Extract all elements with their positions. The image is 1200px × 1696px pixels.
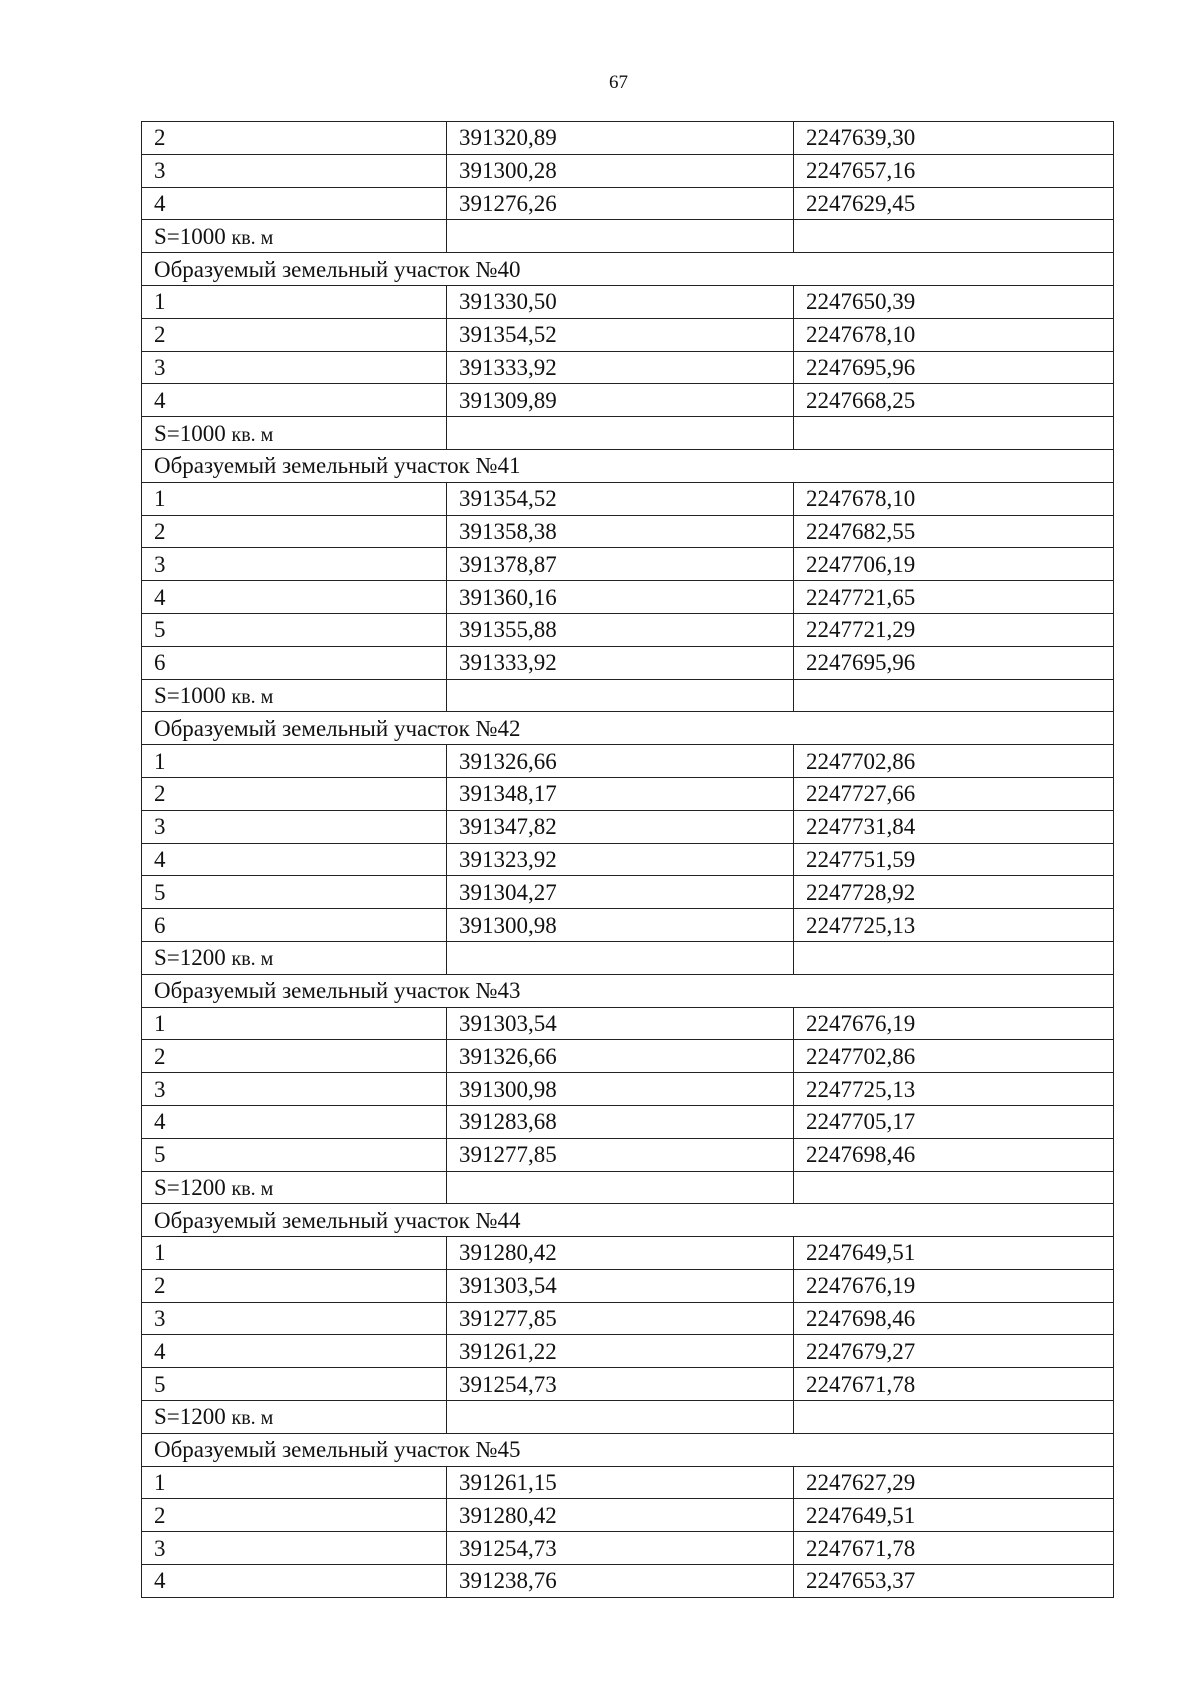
x-coordinate-cell: 391323,92 [447,843,794,876]
area-row [142,1171,1114,1204]
x-coordinate-cell: 391300,98 [447,1073,794,1106]
y-coordinate-cell: 2247705,17 [794,1105,1114,1138]
x-coordinate-cell: 391348,17 [447,777,794,810]
y-coordinate-cell: 2247728,92 [794,876,1114,909]
table-row [142,285,1114,318]
x-coordinate-cell: 391254,73 [447,1368,794,1401]
area-value: S=1200 [154,1174,226,1200]
point-number-cell: 5 [142,1368,447,1401]
y-coordinate-cell: 2247725,13 [794,909,1114,942]
area-cell [142,1401,447,1434]
area-unit: кв. м [231,226,274,249]
y-coordinate-cell: 2247698,46 [794,1138,1114,1171]
table-row [142,777,1114,810]
y-coordinate-cell: 2247695,96 [794,646,1114,679]
point-number-cell: 4 [142,384,447,417]
area-value: S=1200 [154,945,226,971]
x-coordinate-cell: 391261,22 [447,1335,794,1368]
empty-cell [794,679,1114,712]
table-row [142,1466,1114,1499]
x-coordinate-cell: 391354,52 [447,318,794,351]
y-coordinate-cell: 2247668,25 [794,384,1114,417]
table-row [142,843,1114,876]
parcel-title: Образуемый земельный участок №44 [142,1204,1114,1237]
point-number-cell: 2 [142,318,447,351]
point-number-cell: 6 [142,909,447,942]
area-unit: кв. м [231,685,274,708]
y-coordinate-cell: 2247653,37 [794,1565,1114,1598]
y-coordinate-cell: 2247702,86 [794,745,1114,778]
point-number-cell: 4 [142,1335,447,1368]
x-coordinate-cell: 391354,52 [447,482,794,515]
table-row [142,1368,1114,1401]
area-row [142,417,1114,450]
table-row [142,351,1114,384]
table-row [142,1073,1114,1106]
parcel-header-row [142,974,1114,1007]
empty-cell [794,1171,1114,1204]
empty-cell [447,417,794,450]
y-coordinate-cell: 2247721,29 [794,613,1114,646]
table-row [142,318,1114,351]
table-row [142,1302,1114,1335]
point-number-cell: 1 [142,1007,447,1040]
x-coordinate-cell: 391280,42 [447,1237,794,1270]
point-number-cell: 3 [142,810,447,843]
point-number-cell: 3 [142,154,447,187]
parcel-header-row [142,1204,1114,1237]
y-coordinate-cell: 2247721,65 [794,581,1114,614]
table-row [142,1138,1114,1171]
point-number-cell: 5 [142,613,447,646]
y-coordinate-cell: 2247627,29 [794,1466,1114,1499]
y-coordinate-cell: 2247678,10 [794,318,1114,351]
empty-cell [794,1401,1114,1434]
empty-cell [447,220,794,253]
area-cell [142,1171,447,1204]
point-number-cell: 5 [142,1138,447,1171]
point-number-cell: 2 [142,1040,447,1073]
area-row [142,220,1114,253]
point-number-cell: 4 [142,187,447,220]
point-number-cell: 2 [142,1499,447,1532]
x-coordinate-cell: 391303,54 [447,1007,794,1040]
x-coordinate-cell: 391378,87 [447,548,794,581]
y-coordinate-cell: 2247727,66 [794,777,1114,810]
y-coordinate-cell: 2247671,78 [794,1368,1114,1401]
point-number-cell: 3 [142,548,447,581]
point-number-cell: 2 [142,777,447,810]
x-coordinate-cell: 391347,82 [447,810,794,843]
x-coordinate-cell: 391320,89 [447,122,794,155]
table-row [142,1237,1114,1270]
table-row [142,1335,1114,1368]
x-coordinate-cell: 391309,89 [447,384,794,417]
point-number-cell: 5 [142,876,447,909]
table-row [142,1269,1114,1302]
empty-cell [447,1171,794,1204]
x-coordinate-cell: 391283,68 [447,1105,794,1138]
table-row [142,1040,1114,1073]
y-coordinate-cell: 2247751,59 [794,843,1114,876]
coordinates-table-body [142,122,1114,1598]
y-coordinate-cell: 2247649,51 [794,1237,1114,1270]
page-number: 67 [609,72,628,93]
x-coordinate-cell: 391333,92 [447,646,794,679]
point-number-cell: 2 [142,515,447,548]
table-row [142,1007,1114,1040]
x-coordinate-cell: 391358,38 [447,515,794,548]
table-row [142,1105,1114,1138]
x-coordinate-cell: 391333,92 [447,351,794,384]
parcel-title: Образуемый земельный участок №41 [142,449,1114,482]
y-coordinate-cell: 2247678,10 [794,482,1114,515]
area-cell [142,941,447,974]
point-number-cell: 1 [142,1237,447,1270]
table-row [142,810,1114,843]
table-row [142,154,1114,187]
point-number-cell: 2 [142,1269,447,1302]
y-coordinate-cell: 2247682,55 [794,515,1114,548]
x-coordinate-cell: 391326,66 [447,745,794,778]
area-row [142,679,1114,712]
table-row [142,482,1114,515]
empty-cell [447,679,794,712]
area-cell [142,417,447,450]
x-coordinate-cell: 391261,15 [447,1466,794,1499]
point-number-cell: 4 [142,1565,447,1598]
table-row [142,187,1114,220]
parcel-header-row [142,449,1114,482]
coordinates-table [141,121,1114,1598]
parcel-header-row [142,1433,1114,1466]
x-coordinate-cell: 391276,26 [447,187,794,220]
table-row [142,646,1114,679]
area-unit: кв. м [231,948,274,971]
table-row [142,1499,1114,1532]
point-number-cell: 3 [142,1532,447,1565]
point-number-cell: 2 [142,122,447,155]
area-cell [142,220,447,253]
point-number-cell: 4 [142,843,447,876]
point-number-cell: 1 [142,285,447,318]
empty-cell [794,941,1114,974]
x-coordinate-cell: 391360,16 [447,581,794,614]
area-unit: кв. м [231,1177,274,1200]
point-number-cell: 1 [142,1466,447,1499]
y-coordinate-cell: 2247639,30 [794,122,1114,155]
y-coordinate-cell: 2247676,19 [794,1007,1114,1040]
point-number-cell: 4 [142,1105,447,1138]
x-coordinate-cell: 391326,66 [447,1040,794,1073]
parcel-header-row [142,253,1114,286]
y-coordinate-cell: 2247698,46 [794,1302,1114,1335]
parcel-header-row [142,712,1114,745]
x-coordinate-cell: 391304,27 [447,876,794,909]
table-row [142,122,1114,155]
parcel-title: Образуемый земельный участок №42 [142,712,1114,745]
y-coordinate-cell: 2247725,13 [794,1073,1114,1106]
x-coordinate-cell: 391277,85 [447,1302,794,1335]
x-coordinate-cell: 391277,85 [447,1138,794,1171]
point-number-cell: 4 [142,581,447,614]
point-number-cell: 1 [142,482,447,515]
area-value: S=1000 [154,682,226,708]
empty-cell [447,1401,794,1434]
x-coordinate-cell: 391254,73 [447,1532,794,1565]
x-coordinate-cell: 391355,88 [447,613,794,646]
x-coordinate-cell: 391330,50 [447,285,794,318]
y-coordinate-cell: 2247649,51 [794,1499,1114,1532]
y-coordinate-cell: 2247695,96 [794,351,1114,384]
y-coordinate-cell: 2247629,45 [794,187,1114,220]
y-coordinate-cell: 2247671,78 [794,1532,1114,1565]
y-coordinate-cell: 2247650,39 [794,285,1114,318]
y-coordinate-cell: 2247657,16 [794,154,1114,187]
parcel-title: Образуемый земельный участок №43 [142,974,1114,1007]
table-row [142,548,1114,581]
y-coordinate-cell: 2247676,19 [794,1269,1114,1302]
area-value: S=1200 [154,1404,226,1430]
area-cell [142,679,447,712]
point-number-cell: 3 [142,1302,447,1335]
x-coordinate-cell: 391300,28 [447,154,794,187]
empty-cell [447,941,794,974]
y-coordinate-cell: 2247679,27 [794,1335,1114,1368]
table-row [142,745,1114,778]
parcel-title: Образуемый земельный участок №45 [142,1433,1114,1466]
table-row [142,876,1114,909]
y-coordinate-cell: 2247702,86 [794,1040,1114,1073]
x-coordinate-cell: 391303,54 [447,1269,794,1302]
table-row [142,384,1114,417]
point-number-cell: 3 [142,351,447,384]
x-coordinate-cell: 391300,98 [447,909,794,942]
area-value: S=1000 [154,223,226,249]
point-number-cell: 6 [142,646,447,679]
x-coordinate-cell: 391280,42 [447,1499,794,1532]
point-number-cell: 1 [142,745,447,778]
parcel-title: Образуемый земельный участок №40 [142,253,1114,286]
area-unit: кв. м [231,1407,274,1430]
x-coordinate-cell: 391238,76 [447,1565,794,1598]
y-coordinate-cell: 2247706,19 [794,548,1114,581]
table-row [142,1532,1114,1565]
empty-cell [794,220,1114,253]
area-row [142,1401,1114,1434]
table-row [142,515,1114,548]
table-row [142,581,1114,614]
area-unit: кв. м [231,423,274,446]
empty-cell [794,417,1114,450]
table-row [142,613,1114,646]
table-row [142,909,1114,942]
area-row [142,941,1114,974]
area-value: S=1000 [154,420,226,446]
point-number-cell: 3 [142,1073,447,1106]
y-coordinate-cell: 2247731,84 [794,810,1114,843]
table-row [142,1565,1114,1598]
